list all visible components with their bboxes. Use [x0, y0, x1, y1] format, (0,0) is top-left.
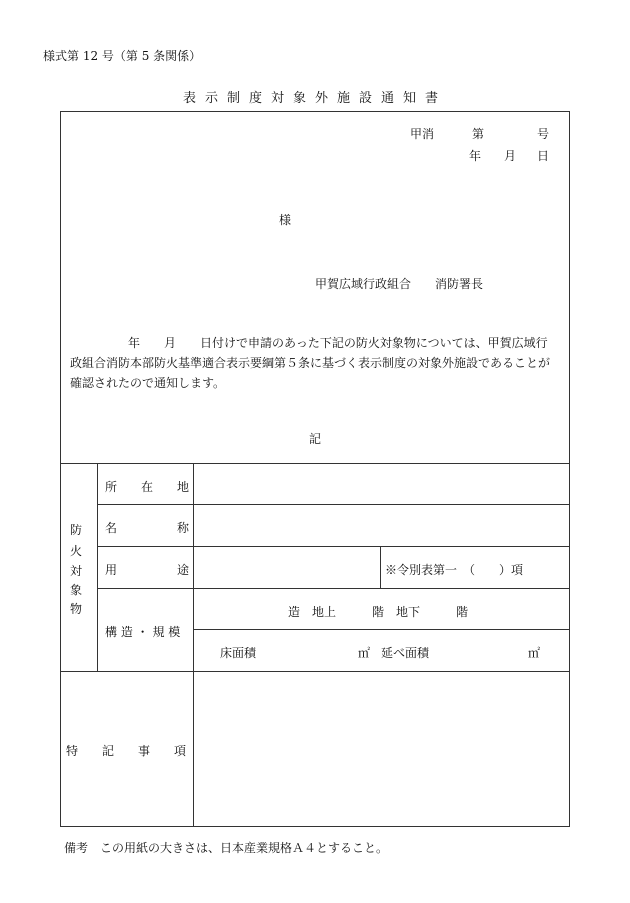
form-number: 様式第 12 号（第 5 条関係）	[43, 49, 202, 63]
floor-area-label: 床面積	[220, 646, 257, 660]
section-label-3: 対	[70, 564, 83, 578]
form-title: 表示制度対象外施設通知書	[182, 91, 447, 106]
total-area-label: 延べ面積	[381, 646, 430, 660]
floor-area-unit: ㎡	[358, 646, 371, 660]
sender: 甲賀広域行政組合 消防署長	[315, 277, 484, 291]
date-day: 日	[537, 149, 550, 163]
footnote: 備考 この用紙の大きさは、日本産業規格Ａ４とすること。	[64, 841, 389, 855]
section-label-2: 火	[70, 544, 83, 558]
notice-body: 年 月 日付けで申請のあった下記の防火対象物については、甲賀広域行政組合消防本部防火基準適合表示要綱第５条に基づく表示制度の対象外施設であることが確認されたので通知します。	[70, 336, 551, 390]
structure-line: 造 地上 階 地下 階	[288, 605, 469, 619]
section-label-1: 防	[70, 523, 83, 537]
structure-label: 構 造 ・ 規 模	[105, 625, 181, 639]
name-label: 名 称	[105, 521, 190, 535]
total-area-unit: ㎡	[528, 646, 541, 660]
use-note: ※令別表第一 （ ）項	[385, 563, 524, 577]
date-year: 年	[469, 149, 482, 163]
section-label-5: 物	[70, 602, 83, 616]
ref-go: 号	[537, 127, 550, 141]
ref-label: 甲消	[410, 127, 435, 141]
location-label: 所 在 地	[105, 480, 190, 494]
use-label: 用 途	[105, 563, 190, 577]
date-month: 月	[504, 149, 517, 163]
section-label-4: 象	[70, 583, 83, 597]
ki-label: 記	[309, 432, 322, 446]
ref-dai: 第	[472, 127, 485, 141]
addressee-suffix: 様	[279, 213, 292, 227]
remarks-label: 特 記 事 項	[66, 744, 187, 758]
